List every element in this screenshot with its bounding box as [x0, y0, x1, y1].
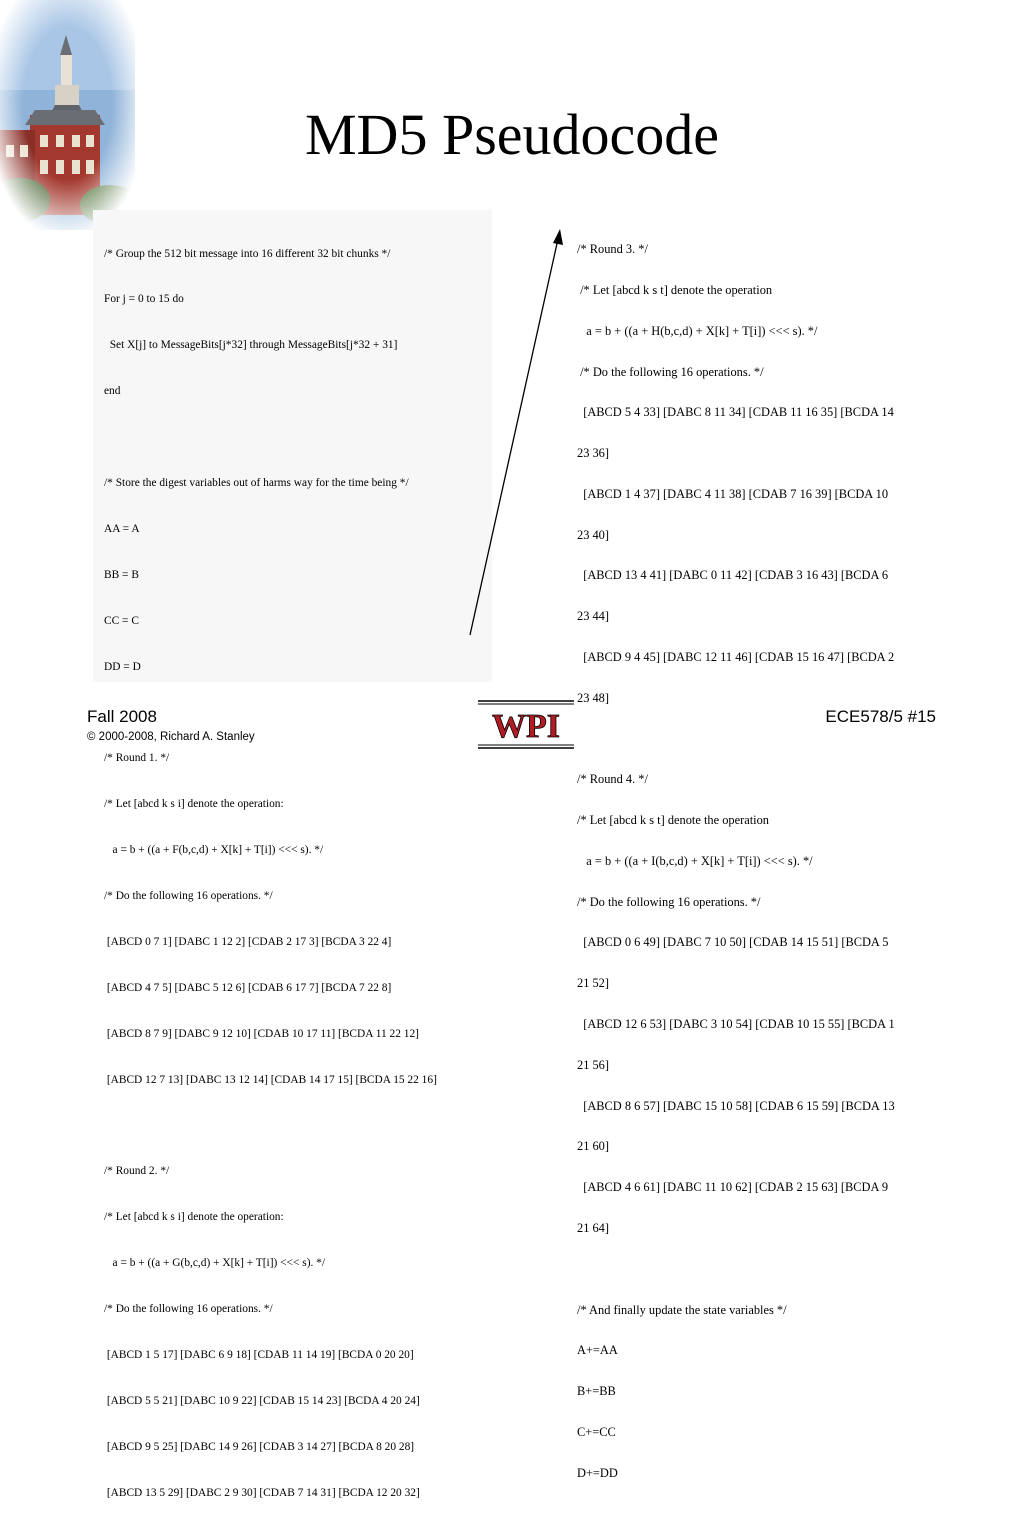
- code-line: /* Group the 512 bit message into 16 different 32 bit chunks */: [104, 247, 391, 260]
- code-line: [ABCD 0 7 1] [DABC 1 12 2] [CDAB 2 17 3] [BCDA 3 22 4]: [104, 935, 392, 948]
- slide-title: MD5 Pseudocode: [304, 102, 719, 167]
- code-line: A+=AA: [577, 1343, 618, 1358]
- code-line: AA = A: [104, 522, 140, 535]
- code-line: BB = B: [104, 568, 139, 581]
- code-line: /* Let [abcd k s i] denote the operation:: [104, 798, 284, 811]
- code-line: a = b + ((a + G(b,c,d) + X[k] + T[i]) <<< s). */: [104, 1257, 326, 1270]
- footer-date: Fall 2008: [87, 707, 157, 726]
- code-line: [ABCD 0 6 49] [DABC 7 10 50] [CDAB 14 15 51] [BCDA 5: [577, 935, 889, 950]
- code-line: 21 56]: [577, 1057, 610, 1072]
- code-line: [ABCD 8 7 9] [DABC 9 12 10] [CDAB 10 17 11] [BCDA 11 22 12]: [104, 1027, 419, 1040]
- code-line: [ABCD 4 6 61] [DABC 11 10 62] [CDAB 2 15 63] [BCDA 9: [577, 1180, 889, 1195]
- code-line: For j = 0 to 15 do: [104, 293, 184, 306]
- code-line: /* Round 4. */: [577, 772, 648, 787]
- code-line: a = b + ((a + H(b,c,d) + X[k] + T[i]) <<< s). */: [577, 323, 818, 338]
- code-line: D+=DD: [577, 1465, 618, 1480]
- code-line: /* Do the following 16 operations. */: [577, 364, 764, 379]
- code-line: B+=BB: [577, 1384, 616, 1399]
- code-line: /* Let [abcd k s t] denote the operation: [577, 813, 769, 828]
- code-line: /* And finally update the state variables */: [577, 1302, 787, 1317]
- code-line: /* Round 3. */: [577, 242, 648, 257]
- code-line: [104, 430, 437, 445]
- code-line: [ABCD 1 5 17] [DABC 6 9 18] [CDAB 11 14 19] [BCDA 0 20 20]: [104, 1348, 414, 1361]
- footer-copyright: © 2000-2008, Richard A. Stanley: [87, 731, 255, 743]
- footer-left: [87, 707, 255, 745]
- code-line: /* Let [abcd k s t] denote the operation: [577, 282, 773, 297]
- code-line: Set X[j] to MessageBits[j*32] through MessageBits[j*32 + 31]: [104, 339, 398, 352]
- code-line: [ABCD 5 4 33] [DABC 8 11 34] [CDAB 11 16 35] [BCDA 14: [577, 405, 894, 420]
- code-line: CC = C: [104, 614, 139, 627]
- continuation-arrow: [460, 225, 580, 645]
- code-line: 23 36]: [577, 446, 610, 461]
- code-line: [ABCD 12 7 13] [DABC 13 12 14] [CDAB 14 17 15] [BCDA 15 22 16]: [104, 1073, 437, 1086]
- code-line: /* Round 1. */: [104, 752, 170, 765]
- code-line: [ABCD 5 5 21] [DABC 10 9 22] [CDAB 15 14 23] [BCDA 4 20 24]: [104, 1394, 420, 1407]
- code-line: /* Store the digest variables out of harms way for the time being */: [104, 477, 409, 490]
- code-line: DD = D: [104, 660, 141, 673]
- code-line: [104, 1119, 437, 1134]
- code-line: [ABCD 9 5 25] [DABC 14 9 26] [CDAB 3 14 27] [BCDA 8 20 28]: [104, 1440, 415, 1453]
- code-line: 23 48]: [577, 690, 610, 705]
- code-line: [ABCD 4 7 5] [DABC 5 12 6] [CDAB 6 17 7] [BCDA 7 22 8]: [104, 981, 392, 994]
- left-code-block: [104, 216, 437, 1516]
- code-line: [ABCD 9 4 45] [DABC 12 11 46] [CDAB 15 16 47] [BCDA 2: [577, 650, 895, 664]
- code-line: C+=CC: [577, 1424, 616, 1439]
- code-line: [ABCD 12 6 53] [DABC 3 10 54] [CDAB 10 15 55] [BCDA 1: [577, 1017, 895, 1032]
- code-line: a = b + ((a + I(b,c,d) + X[k] + T[i]) <<< s). */: [577, 853, 813, 868]
- wpi-logo-text: WPI: [492, 708, 560, 745]
- code-line: 21 64]: [577, 1220, 610, 1235]
- slide-number: ECE578/5 #15: [825, 707, 936, 726]
- code-line: [ABCD 8 6 57] [DABC 15 10 58] [CDAB 6 15 59] [BCDA 13: [577, 1098, 895, 1113]
- code-line: [ABCD 13 4 41] [DABC 0 11 42] [CDAB 3 16 43] [BCDA 6: [577, 568, 889, 583]
- right-code-block: [577, 216, 895, 1494]
- code-line: [ABCD 1 4 37] [DABC 4 11 38] [CDAB 7 16 39] [BCDA 10: [577, 486, 889, 501]
- code-line: [ABCD 13 5 29] [DABC 2 9 30] [CDAB 7 14 31] [BCDA 12 20 32]: [104, 1486, 420, 1499]
- code-line: /* Do the following 16 operations. */: [577, 894, 761, 909]
- code-line: 23 40]: [577, 527, 610, 542]
- code-line: /* Round 2. */: [104, 1165, 170, 1178]
- code-line: end: [104, 385, 121, 398]
- code-line: [577, 1263, 895, 1277]
- code-line: /* Do the following 16 operations. */: [104, 1303, 273, 1316]
- code-line: a = b + ((a + F(b,c,d) + X[k] + T[i]) <<< s). */: [104, 844, 324, 857]
- code-line: [577, 733, 895, 747]
- code-line: /* Let [abcd k s i] denote the operation:: [104, 1211, 284, 1224]
- code-line: 21 52]: [577, 976, 610, 991]
- code-line: 21 60]: [577, 1139, 610, 1154]
- code-line: /* Do the following 16 operations. */: [104, 890, 273, 903]
- code-line: 23 44]: [577, 609, 610, 624]
- wpi-logo: [478, 699, 574, 751]
